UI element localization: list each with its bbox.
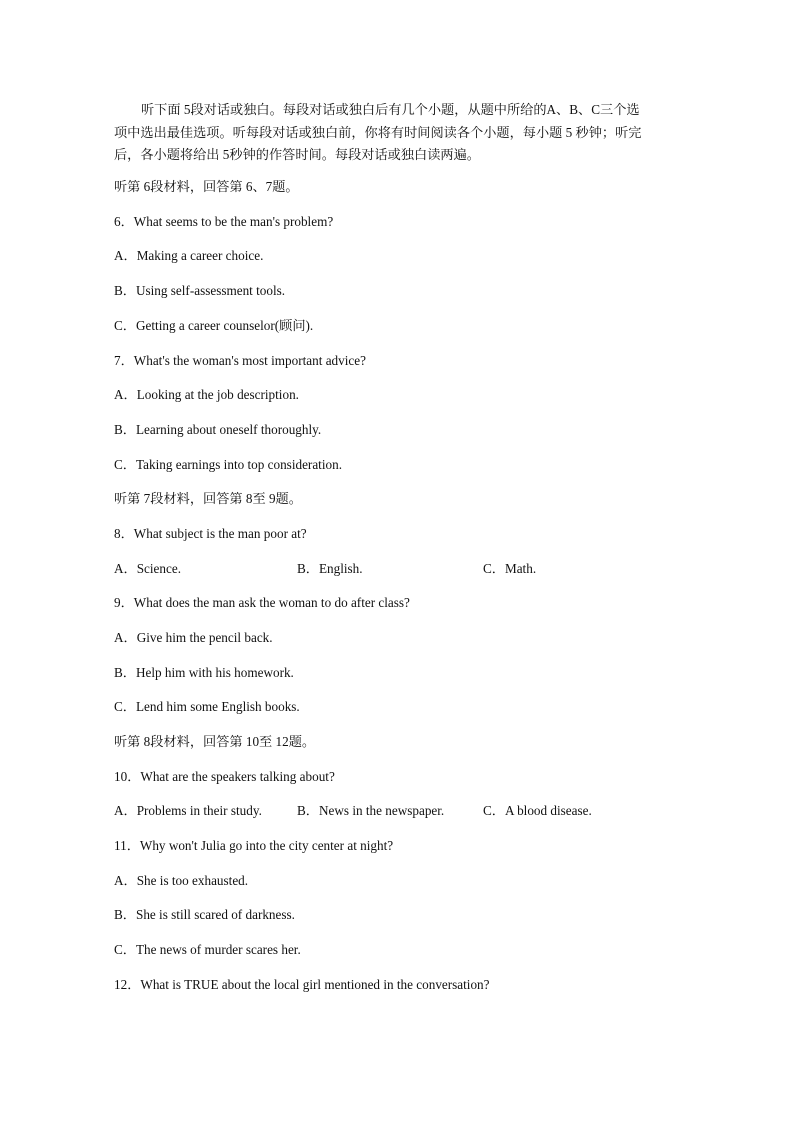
question-9-option-b: B．Help him with his homework. (114, 665, 294, 680)
question-10-option-a: A．Problems in their study. (114, 803, 262, 818)
question-7-option-a: A．Looking at the job description. (114, 387, 299, 402)
question-9-option-a: A．Give him the pencil back. (114, 630, 273, 645)
question-11-option-b: B．She is still scared of darkness. (114, 907, 295, 922)
question-11-stem: 11．Why won't Julia go into the city center at night? (114, 838, 394, 853)
question-7-stem: 7．What's the woman's most important advice? (114, 353, 366, 368)
instructions-line: 听下面 5段对话或独白。每段对话或独白后有几个小题，从题中所给的A、B、C三个选 (141, 102, 640, 117)
section-heading: 听第 8段材料，回答第 10至 12题。 (114, 734, 316, 749)
question-6-option-c: C．Getting a career counselor(顾问). (114, 318, 314, 333)
question-6-stem: 6．What seems to be the man's problem? (114, 214, 334, 229)
question-9-stem: 9．What does the man ask the woman to do after class? (114, 595, 410, 610)
section-heading: 听第 6段材料，回答第 6、7题。 (114, 179, 299, 194)
question-11-option-c: C．The news of murder scares her. (114, 942, 301, 957)
question-10-option-c: C．A blood disease. (483, 803, 592, 818)
listening-instructions (114, 99, 674, 167)
question-8-stem: 8．What subject is the man poor at? (114, 526, 307, 541)
question-6-option-a: A．Making a career choice. (114, 248, 264, 263)
question-11-option-a: A．She is too exhausted. (114, 873, 249, 888)
question-7-option-b: B．Learning about oneself thoroughly. (114, 422, 322, 437)
question-12-stem: 12．What is TRUE about the local girl mentioned in the conversation? (114, 977, 490, 992)
question-10-stem: 10．What are the speakers talking about? (114, 769, 335, 784)
question-7-option-c: C．Taking earnings into top consideration. (114, 457, 342, 472)
question-9-option-c: C．Lend him some English books. (114, 699, 300, 714)
instructions-line: 项中选出最佳选项。听每段对话或独白前，你将有时间阅读各个小题，每小题 5 秒钟；听完 (114, 124, 642, 140)
instructions-line: 后，各小题将给出 5秒钟的作答时间。每段对话或独白读两遍。 (114, 147, 480, 162)
question-8-option-c: C．Math. (483, 561, 537, 576)
question-8-option-b: B．English. (297, 561, 363, 576)
section-heading: 听第 7段材料，回答第 8至 9题。 (114, 491, 302, 506)
question-8-option-a: A．Science. (114, 561, 182, 576)
question-10-option-b: B．News in the newspaper. (297, 803, 445, 818)
question-6-option-b: B．Using self-assessment tools. (114, 283, 286, 298)
